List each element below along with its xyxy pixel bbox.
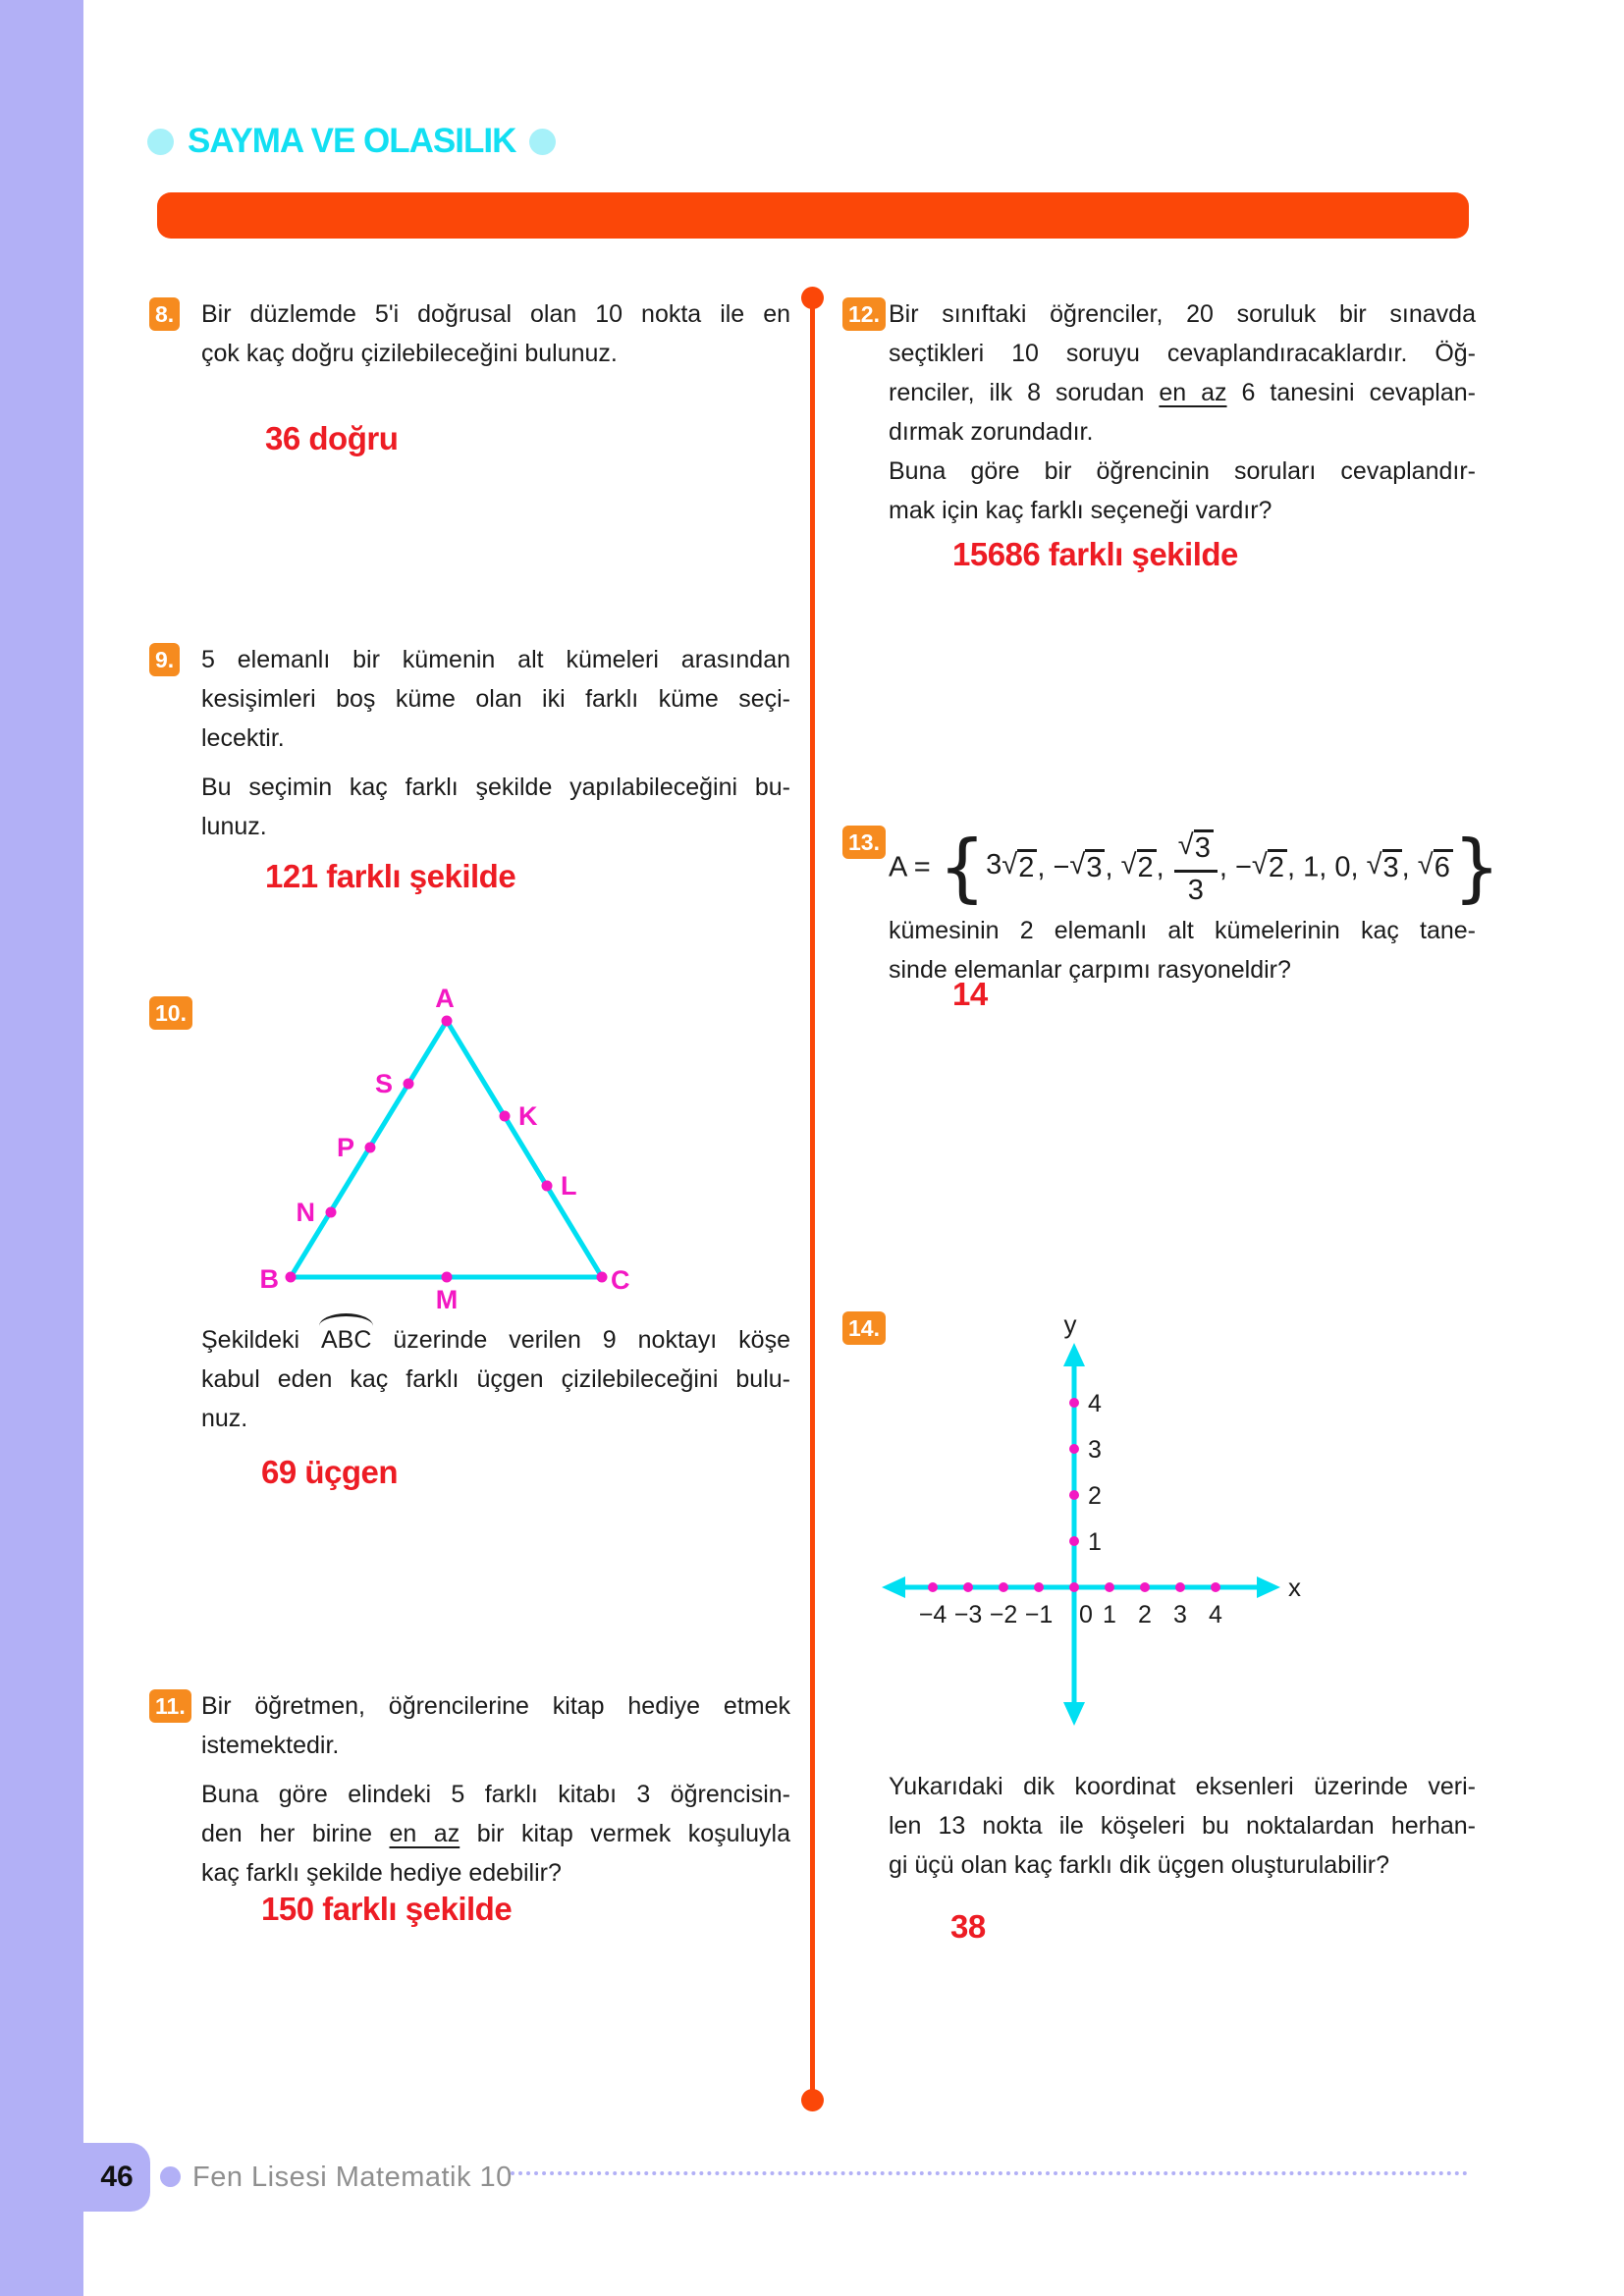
text-segment: üzerinde verilen 9 noktayı köşe (371, 1326, 790, 1354)
text-line (201, 1814, 790, 1853)
formula-text: , − (1218, 851, 1252, 883)
y-tick-label: 2 (1088, 1482, 1102, 1510)
point-dot (928, 1582, 938, 1592)
sqrt-expression: √ 2 (1121, 849, 1157, 884)
text-line (889, 334, 1476, 373)
problem-number-badge: 9. (149, 643, 180, 676)
problem-8 (149, 294, 817, 456)
text-segment: mak için kaç farklı seçeneği vardır? (889, 497, 1272, 524)
text-line (889, 373, 1476, 412)
arrow-up-icon (1063, 1343, 1085, 1366)
point-dot (1069, 1490, 1079, 1500)
text-segment: 5 elemanlı bir kümenin alt kümeleri arasından (201, 646, 790, 673)
point-label: P (336, 1133, 354, 1162)
text-segment: Buna göre bir öğrencinin soruları cevaplandır- (889, 457, 1476, 485)
underlined-text: en az (389, 1820, 460, 1847)
page-header (147, 122, 556, 161)
sqrt-expression: √ 2 (1252, 849, 1287, 884)
point-label: L (561, 1171, 577, 1201)
text-line (201, 334, 790, 373)
formula-text: , (1401, 851, 1418, 883)
point-dot (1175, 1582, 1185, 1592)
y-axis-label: y (1063, 1309, 1077, 1339)
point-dot (1140, 1582, 1150, 1592)
sqrt-expression: √ 6 (1418, 849, 1453, 884)
y-tick-label: 4 (1088, 1390, 1102, 1417)
footer-dot-icon (160, 2166, 181, 2187)
text-segment: 6 tanesini cevaplan- (1226, 379, 1476, 406)
point-dot (542, 1181, 553, 1192)
point-label: B (259, 1264, 279, 1294)
text-segment: lecektir. (201, 724, 285, 752)
problem-number-badge: 11. (149, 1689, 191, 1723)
answer-text: 36 doğru (265, 420, 399, 456)
formula-text: , 1, 0, (1286, 851, 1367, 883)
point-dot (500, 1111, 511, 1122)
point-dot (1069, 1582, 1079, 1592)
point-dot (1069, 1398, 1079, 1408)
formula-text: , (1105, 851, 1121, 883)
y-tick-label: 3 (1088, 1436, 1102, 1464)
point-dot (286, 1272, 297, 1283)
point-dot (404, 1079, 414, 1090)
text-segment: Bir sınıftaki öğrenciler, 20 soruluk bir sınavda (889, 300, 1476, 328)
x-tick-label: 4 (1209, 1601, 1222, 1629)
text-line (201, 807, 790, 846)
text-segment: seçtikleri 10 soruyu cevaplandıracaklardır. Öğ- (889, 340, 1476, 367)
sqrt-expression: 3 √ 2 (986, 849, 1037, 884)
point-label: K (518, 1101, 538, 1131)
text-segment: Şekildeki (201, 1326, 321, 1354)
answer-text: 14 (952, 976, 988, 1012)
problem-number-badge: 13. (842, 826, 886, 859)
arrow-right-icon (1257, 1576, 1280, 1598)
header-dot-right-icon (529, 129, 556, 155)
underlined-text: en az (1159, 379, 1227, 406)
triangle-diagram (259, 984, 638, 1317)
formula-text: , − (1037, 851, 1070, 883)
text-segment: Buna göre elindeki 5 farklı kitabı 3 öğrencisin- (201, 1781, 790, 1808)
problem-13 (842, 823, 1501, 1012)
point-dot (365, 1143, 376, 1153)
text-line (889, 911, 1476, 950)
brace: { (938, 823, 987, 911)
footer-dotted-line (511, 2171, 1468, 2175)
text-line (889, 491, 1476, 530)
x-axis-label: x (1288, 1573, 1301, 1602)
text-line (201, 1775, 790, 1814)
point-dot (1211, 1582, 1220, 1592)
text-line (201, 768, 790, 807)
text-segment: çok kaç doğru çizilebileceğini bulunuz. (201, 340, 618, 367)
x-tick-label: 3 (1173, 1601, 1187, 1629)
text-segment: den her birine (201, 1820, 390, 1847)
problem-text (201, 1320, 790, 1438)
x-tick-label: −1 (1024, 1601, 1054, 1629)
x-tick-label: 0 (1079, 1601, 1093, 1629)
point-label: S (374, 1069, 393, 1098)
text-segment: sinde elemanlar çarpımı rasyoneldir? (889, 956, 1291, 984)
divider-dot-bottom (801, 2089, 824, 2111)
text-segment: Bu seçimin kaç farklı şekilde yapılabileceğini bu- (201, 774, 790, 801)
text-line (201, 679, 790, 719)
x-tick-label: 2 (1138, 1601, 1152, 1629)
text-segment: Bir düzlemde 5'i doğrusal olan 10 nokta ile en (201, 300, 790, 328)
sqrt-expression: √ 3 (1367, 849, 1402, 884)
fraction: √ 3 3 (1174, 829, 1218, 904)
arrow-left-icon (882, 1576, 905, 1598)
sidebar-strip (0, 0, 83, 2296)
text-line (889, 294, 1476, 334)
text-line (201, 294, 790, 334)
text-segment: kümesinin 2 elemanlı alt kümelerinin kaç tane- (889, 917, 1476, 944)
point-label: M (435, 1285, 459, 1314)
problem-number-badge: 14. (842, 1311, 886, 1345)
x-tick-label: 1 (1103, 1601, 1116, 1629)
point-dot (1034, 1582, 1044, 1592)
text-line (201, 719, 790, 758)
problem-text (889, 1767, 1476, 1885)
problem-14 (842, 1767, 1490, 1945)
point-dot (442, 1016, 453, 1027)
problem-number-badge: 8. (149, 297, 180, 331)
point-dot (999, 1582, 1008, 1592)
text-segment: istemektedir. (201, 1732, 340, 1759)
text-segment: Bir öğretmen, öğrencilerine kitap hediye etmek (201, 1692, 790, 1720)
arc-notation: ABC (321, 1320, 371, 1360)
text-segment: dırmak zorundadır. (889, 418, 1094, 446)
text-segment: kabul eden kaç farklı üçgen çizilebileceğini bulu- (201, 1365, 790, 1393)
problem-11 (149, 1686, 817, 1927)
point-dot (1069, 1536, 1079, 1546)
text-line (201, 1726, 790, 1765)
answer-text: 121 farklı şekilde (265, 858, 516, 894)
text-segment: kesişimleri boş küme olan iki farklı küme seçi- (201, 685, 790, 713)
point-label: N (296, 1198, 315, 1227)
answer-text: 38 (950, 1908, 986, 1945)
text-line (201, 1320, 790, 1360)
header-dot-left-icon (147, 129, 174, 155)
text-line (889, 1845, 1476, 1885)
problem-number-badge: 10. (149, 996, 192, 1030)
page-number-tab (83, 2143, 150, 2212)
section-bar (157, 192, 1469, 239)
problem-text (201, 1686, 790, 1893)
text-line (889, 412, 1476, 452)
point-dot (1069, 1444, 1079, 1454)
brace: } (1452, 823, 1501, 911)
text-line (889, 1806, 1476, 1845)
point-dot (326, 1207, 337, 1218)
problem-text (201, 640, 790, 846)
book-title: Fen Lisesi Matematik 10 (192, 2162, 513, 2193)
point-dot (1105, 1582, 1114, 1592)
text-line (201, 1853, 790, 1893)
arrow-down-icon (1063, 1702, 1085, 1726)
point-dot (597, 1272, 608, 1283)
text-segment: nuz. (201, 1405, 248, 1432)
sqrt-expression: √ 3 (1178, 829, 1214, 865)
section-title: SAYMA VE OLASILIK (188, 122, 516, 160)
x-tick-label: −2 (989, 1601, 1018, 1629)
triangle-edge (447, 1021, 602, 1277)
page-number: 46 (100, 2161, 134, 2193)
text-segment: kaç farklı şekilde hediye edebilir? (201, 1859, 562, 1887)
point-dot (442, 1272, 453, 1283)
text-segment: renciler, ilk 8 sorudan (889, 379, 1160, 406)
problem-10 (149, 1320, 817, 1490)
sqrt-expression: √ 3 (1069, 849, 1105, 884)
formula-text: A = (889, 851, 939, 883)
y-tick-label: 1 (1088, 1528, 1102, 1556)
text-segment: lunuz. (201, 813, 267, 840)
text-line (889, 1767, 1476, 1806)
text-segment: len 13 nokta ile köşeleri bu noktalardan herhan- (889, 1812, 1476, 1840)
problem-text (889, 294, 1476, 530)
problem-number-badge: 12. (842, 297, 886, 331)
text-line (201, 640, 790, 679)
formula-text: , (1156, 851, 1172, 883)
point-dot (963, 1582, 973, 1592)
point-label: A (435, 984, 455, 1013)
problem-text (201, 294, 790, 373)
answer-text: 69 üçgen (261, 1454, 399, 1490)
x-tick-label: −3 (953, 1601, 983, 1629)
text-segment: Yukarıdaki dik koordinat eksenleri üzerinde veri- (889, 1773, 1476, 1800)
answer-text: 15686 farklı şekilde (952, 536, 1238, 572)
text-segment: bir kitap vermek koşuluyla (460, 1820, 790, 1847)
text-line (889, 452, 1476, 491)
point-label: C (611, 1265, 630, 1295)
text-line (201, 1360, 790, 1399)
problem-12 (842, 294, 1490, 572)
problem-9 (149, 640, 817, 894)
set-formula (889, 823, 1501, 911)
text-segment: gi üçü olan kaç farklı dik üçgen oluşturulabilir? (889, 1851, 1389, 1879)
text-line (201, 1686, 790, 1726)
text-line (201, 1399, 790, 1438)
x-tick-label: −4 (918, 1601, 947, 1629)
answer-text: 150 farklı şekilde (261, 1891, 513, 1927)
